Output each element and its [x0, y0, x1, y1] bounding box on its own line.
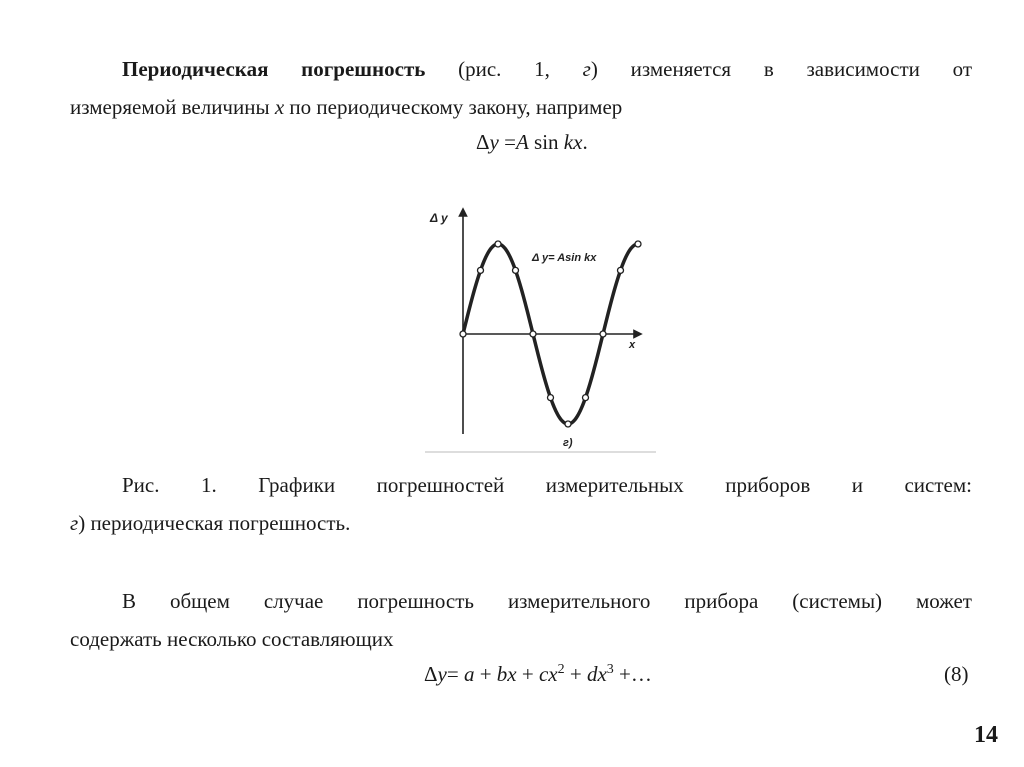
figure-letter: г [582, 57, 591, 81]
curve-point [513, 267, 519, 273]
curve-point [635, 241, 641, 247]
equation-number: (8) [944, 662, 969, 686]
formula-sine: Δy =A sin kx. [476, 130, 588, 154]
formula-polynomial: Δy= a + bx + $cx^2 + dx^3$ +… [424, 662, 652, 686]
curve-point [530, 331, 536, 337]
y-axis-label: Δ y [430, 211, 448, 225]
figure-caption [70, 466, 972, 542]
page-number: 14 [974, 722, 998, 748]
curve-point [583, 395, 589, 401]
caption-line: г) периодическая погрешность. [70, 511, 351, 535]
curve-label: Δ y= Asin kx [532, 252, 597, 264]
curve-point [478, 267, 484, 273]
curve-point [548, 395, 554, 401]
paragraph-line: измеряемой величины x по периодическому закону, например [70, 95, 623, 119]
subfigure-label: г) [563, 437, 573, 449]
curve-point [460, 331, 466, 337]
periodic-error-graph [420, 200, 660, 458]
variable-x: x [274, 95, 285, 119]
paragraph-line: Периодическая погрешность (рис. 1, г) изменяется в зависимости от [122, 57, 972, 81]
curve-point [600, 331, 606, 337]
term-periodic-error: Периодическая погрешность [122, 57, 426, 81]
paragraph-line: В общем случае погрешность измерительного прибора (системы) может [122, 589, 972, 613]
curve-point [618, 267, 624, 273]
curve-point [565, 421, 571, 427]
caption-line: Рис. 1. Графики погрешностей измерительных приборов и систем: [122, 473, 972, 497]
paragraph-line: содержать несколько составляющих [70, 627, 394, 651]
paragraph-general-case [70, 582, 972, 658]
x-axis-label: x [629, 339, 636, 351]
paragraph-periodic-error [70, 50, 972, 126]
curve-point [495, 241, 501, 247]
